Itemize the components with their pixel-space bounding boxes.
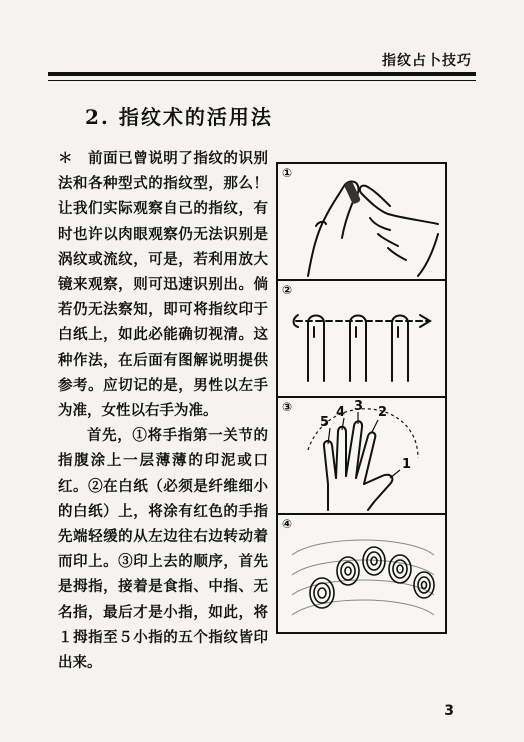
section-title: 2. 指纹术的活用法 <box>85 105 273 129</box>
running-head: 指纹占卜技巧 <box>382 53 472 69</box>
finger-label: 1 <box>402 457 412 472</box>
paragraph-2: 首先，①将手指第一关节的指腹涂上一层薄薄的印泥或口红。②在白纸（必须是纤维细小的白纸）上，将涂有红色的手指先端轻缓的从左边往右边转动着而印上。③印上去的顺序，首先是拇指，接着是食指、中指、无名指，最后才是小指，如此，将１拇指至５小指的五个指纹皆印出来。 <box>58 427 268 672</box>
panel-2 <box>278 281 445 398</box>
panel-number: ③ <box>282 400 293 414</box>
panel-3 <box>278 398 445 515</box>
paragraph-1: ＊ 前面已曾说明了指纹的识别法和各种型式的指纹型，那么！让我们实际观察自己的指纹，有时也许以肉眼观察仍无法识别是涡纹或流纹，可是，若利用放大镜来观察，则可迅速识别出。倘若仍无法察知，即可将指纹印于白纸上，如此必能确切视清。这种作法，在后面有图解说明提供参考。应切记的是，男性以左手为准，女性以右手为准。 <box>58 150 268 420</box>
fingerprints-illustration <box>278 515 445 630</box>
ink-finger-illustration <box>278 164 445 279</box>
header-rule-thick <box>48 72 476 76</box>
page-number: 3 <box>444 703 454 719</box>
finger-label: 4 <box>336 405 346 420</box>
panel-1 <box>278 164 445 281</box>
finger-label: 2 <box>378 405 388 420</box>
finger-order-illustration <box>278 398 445 513</box>
panel-4 <box>278 515 445 630</box>
finger-label: 5 <box>320 415 330 430</box>
rolling-fingers-illustration <box>278 281 445 396</box>
header-rule-thin <box>48 80 476 81</box>
panel-number: ④ <box>282 517 293 531</box>
body-text <box>58 146 268 675</box>
panel-number: ② <box>282 283 293 297</box>
panel-number: ① <box>282 166 293 180</box>
illustration-column <box>276 162 447 634</box>
finger-label: 3 <box>354 399 364 414</box>
